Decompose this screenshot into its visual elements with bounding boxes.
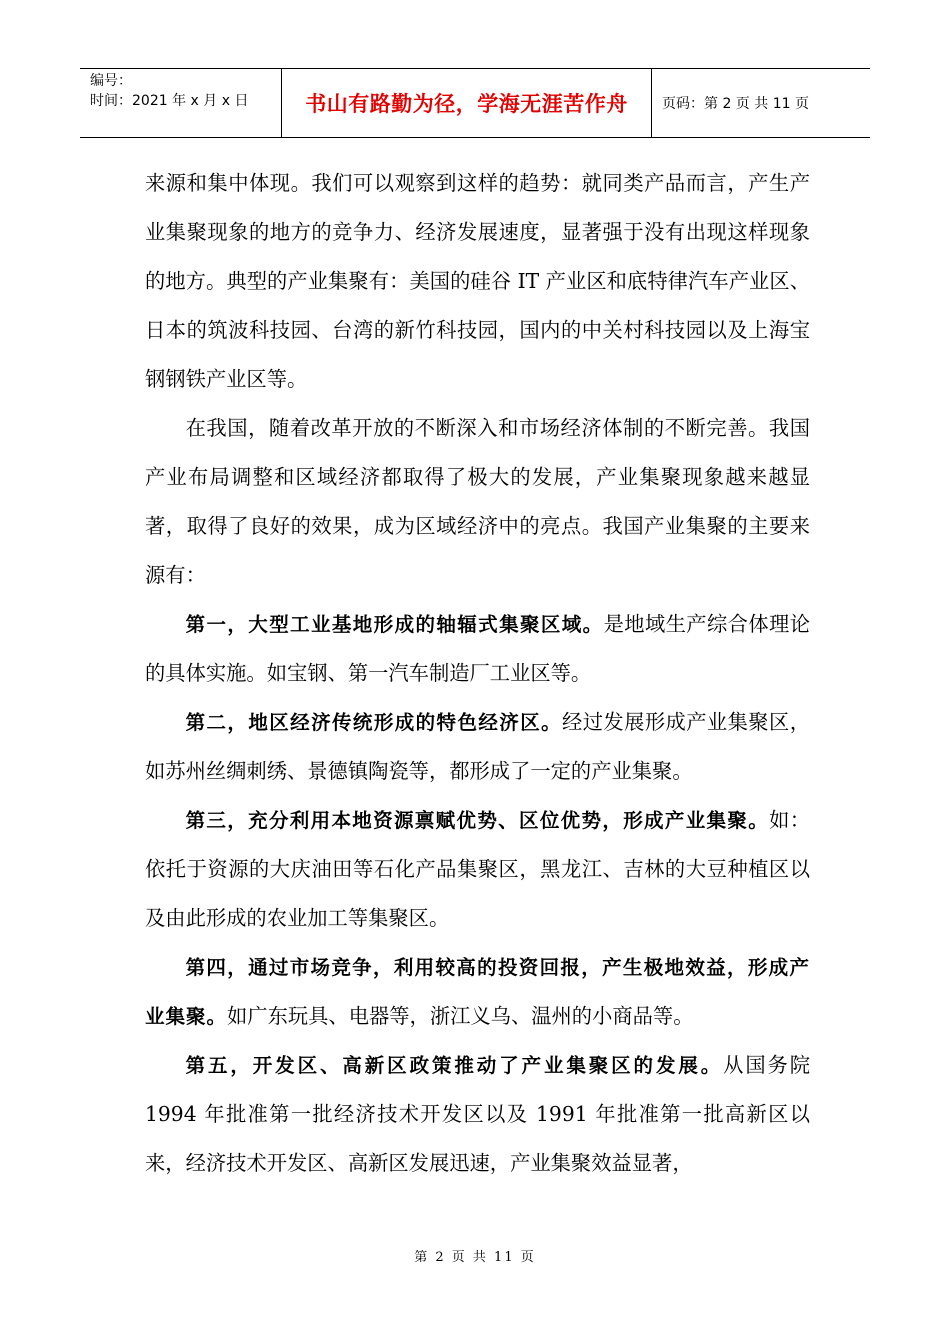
page-footer: 第 2 页 共 11 页 [414, 1250, 536, 1265]
paragraph-heading: 第一，大型工业基地形成的轴辐式集聚区域。 [185, 613, 604, 636]
paragraph-text: 经过发展形成产业集聚区，如苏州丝绸刺绣、景德镇陶瓷等，都形成了一定的产业集聚。 [145, 710, 810, 783]
paragraph-text: 是地域生产综合体理论的具体实施。如宝钢、第一汽车制造厂工业区等。 [145, 612, 810, 685]
paragraph-source-4 [145, 943, 810, 1041]
page-header [80, 68, 870, 138]
paragraph-source-5 [145, 1041, 810, 1188]
paragraph-text: 来源和集中体现。我们可以观察到这样的趋势：就同类产品而言，产生产业集聚现象的地方的竞争力、经济发展速度，显著强于没有出现这样现象的地方。典型的产业集聚有：美国的硅谷 IT 产业区和底特律汽车产业区、日本的筑波科技园、台湾的新竹科技园，国内的中关村科技园以及上海宝钢钢铁产业区等。 [145, 171, 810, 391]
paragraph-text: 在我国，随着改革开放的不断深入和市场经济体制的不断完善。我国产业布局调整和区域经济都取得了极大的发展，产业集聚现象越来越显著，取得了良好的效果，成为区域经济中的亮点。我国产业集聚的主要来源有： [145, 416, 810, 587]
document-body [145, 159, 810, 1188]
paragraph-china-overview [145, 404, 810, 600]
header-page-info: 页码：第 2 页 共 11 页 [662, 96, 809, 112]
header-motto: 书山有路勤为径，学海无涯苦作舟 [305, 92, 628, 116]
document-number-label: 编号： [90, 73, 132, 89]
header-meta [80, 69, 282, 137]
document-time-label: 时间：2021 年 x 月 x 日 [90, 93, 249, 109]
paragraph-heading: 第四，通过市场竞争，利用较高的投资回报，产生极地效益，形成产业集聚。 [145, 956, 810, 1028]
paragraph-source-2 [145, 698, 810, 796]
paragraph-intro-continued [145, 159, 810, 404]
paragraph-source-3 [145, 796, 810, 943]
paragraph-heading: 第三，充分利用本地资源禀赋优势、区位优势，形成产业集聚。 [185, 809, 770, 832]
paragraph-source-1 [145, 600, 810, 698]
paragraph-heading: 第五，开发区、高新区政策推动了产业集聚区的发展。 [185, 1054, 724, 1077]
paragraph-text: 从国务院 1994 年批准第一批经济技术开发区以及 1991 年批准第一批高新区以来，经济技术开发区、高新区发展迅速，产业集聚效益显著， [145, 1053, 810, 1175]
header-motto-cell [282, 69, 652, 137]
paragraph-heading: 第二，地区经济传统形成的特色经济区。 [185, 711, 563, 734]
paragraph-text: 如广东玩具、电器等，浙江义乌、温州的小商品等。 [227, 1004, 694, 1028]
paragraph-text: 如：依托于资源的大庆油田等石化产品集聚区，黑龙江、吉林的大豆种植区以及由此形成的农业加工等集聚区。 [145, 808, 810, 930]
